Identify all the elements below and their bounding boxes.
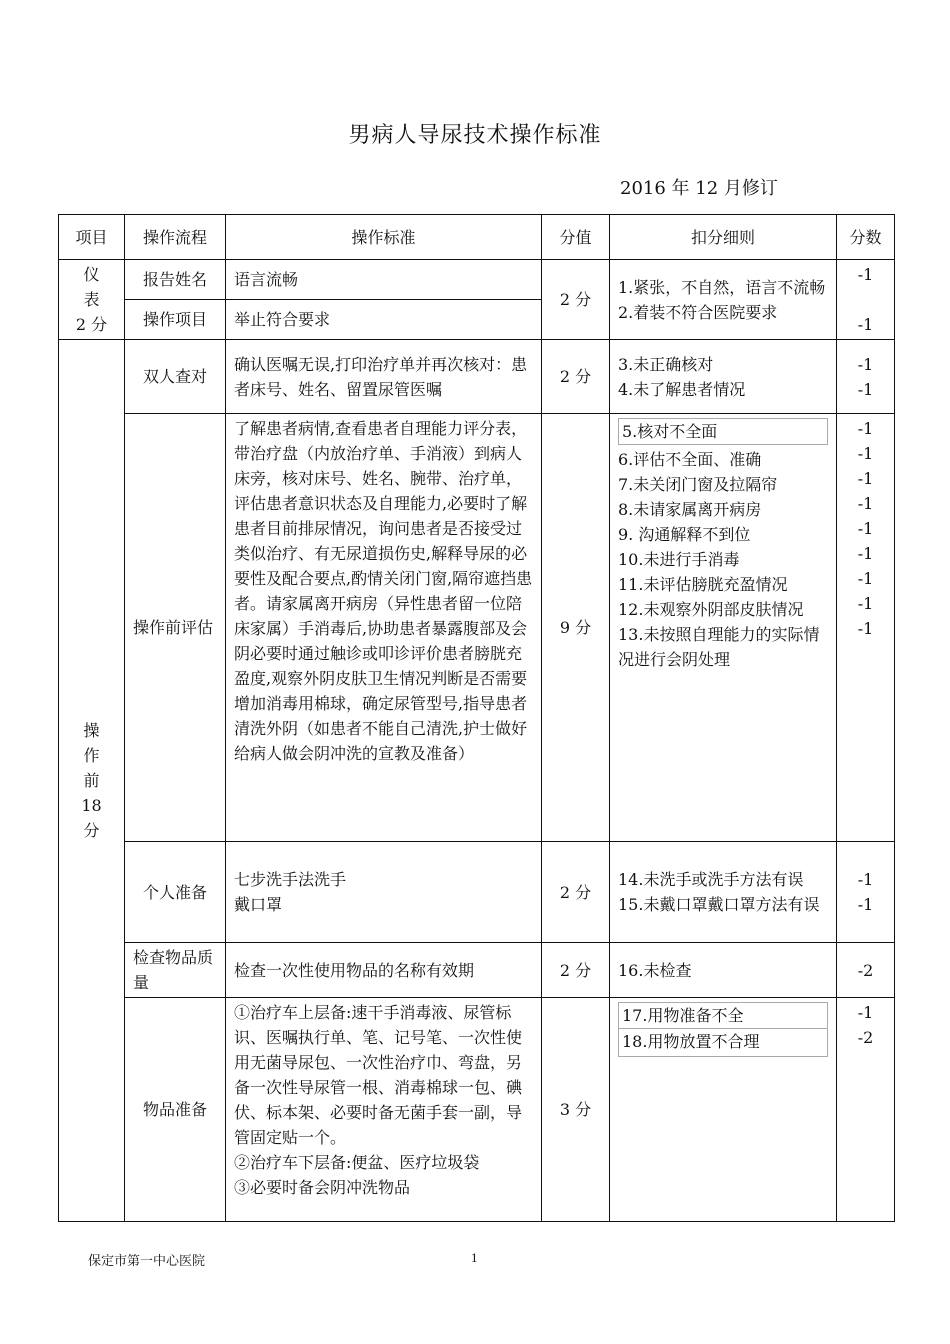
deduction-cell: 14.未洗手或洗手方法有误 15.未戴口罩戴口罩方法有误 xyxy=(610,842,837,943)
category-pre-operation: 操 作 前 18 分 xyxy=(59,340,125,1222)
process-cell: 检查物品质量 xyxy=(125,943,226,998)
table-row xyxy=(59,340,895,414)
deduction-cell: 5.核对不全面 6.评估不全面、准确 7.未关闭门窗及拉隔帘 8.未请家属离开病房 9. 沟通解释不到位 10.未进行手消毒 11.未评估膀胱充盈情况 12.未观察外阴部皮肤情况 13.未按照自理能力的实际情况进行会阴处理 xyxy=(610,414,837,842)
score-value-cell: 2 分 xyxy=(542,842,610,943)
standard-cell: 了解患者病情,查看患者自理能力评分表，带治疗盘（内放治疗单、手消液）到病人床旁，核对床号、姓名、腕带、治疗单，评估患者意识状态及自理能力,必要时了解患者目前排尿情况，询问患者是否接受过类似治疗、有无尿道损伤史,解释导尿的必要性及配合要点,酌情关闭门窗,隔帘遮挡患者。请家属离开病房（异性患者留一位陪床家属）手消毒后,协助患者暴露腹部及会阴必要时通过触诊或叩诊评价患者膀胱充盈度,观察外阴皮肤卫生情况判断是否需要增加消毒用棉球，确定尿管型号,指导患者清洗外阴（如患者不能自己清洗,护士做好给病人做会阴冲洗的宣教及准备） xyxy=(226,414,542,842)
standard-cell: 检查一次性使用物品的名称有效期 xyxy=(226,943,542,998)
points-cell: -1 -1 -1 -1 -1 -1 -1 -1 -1 xyxy=(837,414,895,842)
deduction-cell: 17.用物准备不全 18.用物放置不合理 xyxy=(610,998,837,1222)
page-number: 1 xyxy=(471,1250,478,1265)
standard-cell: 确认医嘱无误,打印治疗单并再次核对：患者床号、姓名、留置尿管医嘱 xyxy=(226,340,542,414)
score-value-cell: 2 分 xyxy=(542,340,610,414)
standard-cell: 举止符合要求 xyxy=(226,300,542,340)
points-cell: -1 -1 xyxy=(837,260,895,340)
deduction-cell: 1.紧张，不自然，语言不流畅 2.着装不符合医院要求 xyxy=(610,260,837,340)
header-cell: 操作流程 xyxy=(125,215,226,260)
process-cell: 报告姓名 xyxy=(125,260,226,300)
points-cell: -1 -1 xyxy=(837,842,895,943)
table-row xyxy=(59,260,895,300)
score-value-cell: 9 分 xyxy=(542,414,610,842)
table-row xyxy=(59,842,895,943)
footer-hospital: 保定市第一中心医院 xyxy=(88,1253,206,1268)
table-row xyxy=(59,414,895,842)
standard-cell: ①治疗车上层备:速干手消毒液、尿管标识、医嘱执行单、笔、记号笔、一次性使用无菌导尿包、一次性治疗巾、弯盘，另备一次性导尿管一根、消毒棉球一包、碘伏、标本架、必要时备无菌手套一副，导管固定贴一个。 ②治疗车下层备:便盆、医疗垃圾袋 ③必要时备会阴冲洗物品 xyxy=(226,998,542,1222)
process-cell: 操作前评估 xyxy=(125,414,226,842)
process-cell: 双人查对 xyxy=(125,340,226,414)
category-appearance: 仪 表 2 分 xyxy=(59,260,125,340)
standard-cell: 语言流畅 xyxy=(226,260,542,300)
process-cell: 物品准备 xyxy=(125,998,226,1222)
score-value-cell: 3 分 xyxy=(542,998,610,1222)
process-cell: 个人准备 xyxy=(125,842,226,943)
deduction-cell: 16.未检查 xyxy=(610,943,837,998)
process-cell: 操作项目 xyxy=(125,300,226,340)
table-row xyxy=(59,998,895,1222)
standard-table xyxy=(58,214,895,1222)
standard-cell: 七步洗手法洗手 戴口罩 xyxy=(226,842,542,943)
score-value-cell: 2 分 xyxy=(542,943,610,998)
deduction-cell: 3.未正确核对 4.未了解患者情况 xyxy=(610,340,837,414)
document-title: 男病人导尿技术操作标准 xyxy=(348,123,602,148)
score-value-cell: 2 分 xyxy=(542,260,610,340)
header-cell: 扣分细则 xyxy=(610,215,837,260)
header-cell: 分数 xyxy=(837,215,895,260)
points-cell: -1 -2 xyxy=(837,998,895,1222)
header-row xyxy=(59,215,895,260)
revision-date: 2016 年 12 月修订 xyxy=(620,178,778,199)
points-cell: -1 -1 xyxy=(837,340,895,414)
points-cell: -2 xyxy=(837,943,895,998)
table-row xyxy=(59,943,895,998)
header-cell: 分值 xyxy=(542,215,610,260)
header-cell: 项目 xyxy=(59,215,125,260)
header-cell: 操作标准 xyxy=(226,215,542,260)
